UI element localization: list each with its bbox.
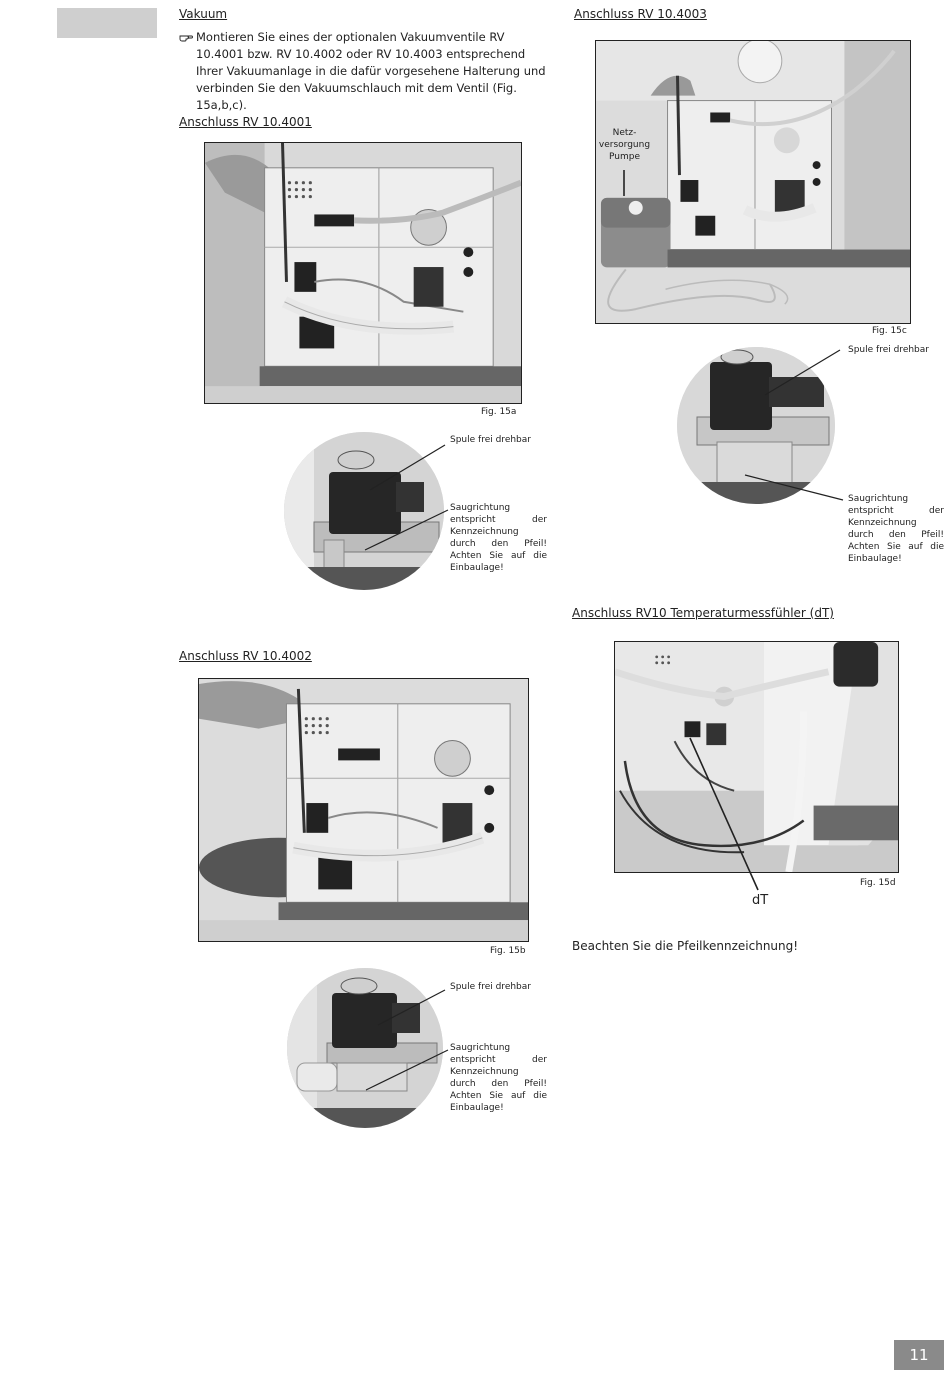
- arrow-note: Beachten Sie die Pfeilkennzeichnung!: [572, 939, 799, 953]
- header-tab: [57, 8, 157, 38]
- fig-15b-label: Fig. 15b: [490, 946, 526, 956]
- section-b-heading: Anschluss RV 10.4002: [179, 649, 312, 663]
- fig-15d-label: Fig. 15d: [860, 878, 896, 888]
- photo-fig-15c: [595, 40, 911, 324]
- section-d-heading: Anschluss RV10 Temperaturmessfühler (dT): [572, 606, 834, 620]
- fig-15c-label: Fig. 15c: [872, 326, 907, 336]
- photo-fig-15d: [614, 641, 899, 873]
- page-number: 11: [894, 1340, 944, 1370]
- photo-fig-15a: [204, 142, 522, 404]
- detail-circle-15c: [677, 347, 835, 504]
- callout-15a-bottom: Saugrichtung entspricht der Kennzeichnung durch den Pfeil! Achten Sie auf die Einbaulage!: [450, 503, 547, 573]
- detail-circle-15a: [284, 432, 444, 590]
- callout-15b-top: Spule frei drehbar: [450, 982, 531, 992]
- callout-15b-bottom: Saugrichtung entspricht der Kennzeichnung durch den Pfeil! Achten Sie auf die Einbaulage!: [450, 1043, 547, 1113]
- fig-15a-label: Fig. 15a: [481, 407, 517, 417]
- detail-circle-15b: [287, 968, 443, 1128]
- dt-label: dT: [752, 893, 769, 908]
- callout-15c-bottom: Saugrichtung entspricht der Kennzeichnung durch den Pfeil! Achten Sie auf die Einbaulage!: [848, 494, 944, 564]
- section-a-heading: Anschluss RV 10.4001: [179, 115, 312, 129]
- callout-15c-top: Spule frei drehbar: [848, 345, 929, 355]
- instruction-text: Montieren Sie eines der optionalen Vakuumventile RV 10.4001 bzw. RV 10.4002 oder RV 10.4003 entsprechend Ihrer Vakuumanlage in die dafür vorgesehene Halterung und verbinden Sie den Vakuumschlauch mit dem Ventil (Fig. 15a,b,c).: [196, 30, 546, 112]
- photo-fig-15b: [198, 678, 529, 942]
- netzversorgung-label: Netz- versorgung Pumpe: [598, 128, 651, 162]
- pointing-hand-icon: [179, 29, 191, 43]
- callout-15a-top: Spule frei drehbar: [450, 435, 531, 445]
- section-c-heading: Anschluss RV 10.4003: [574, 7, 707, 21]
- vakuum-heading: Vakuum: [179, 7, 228, 21]
